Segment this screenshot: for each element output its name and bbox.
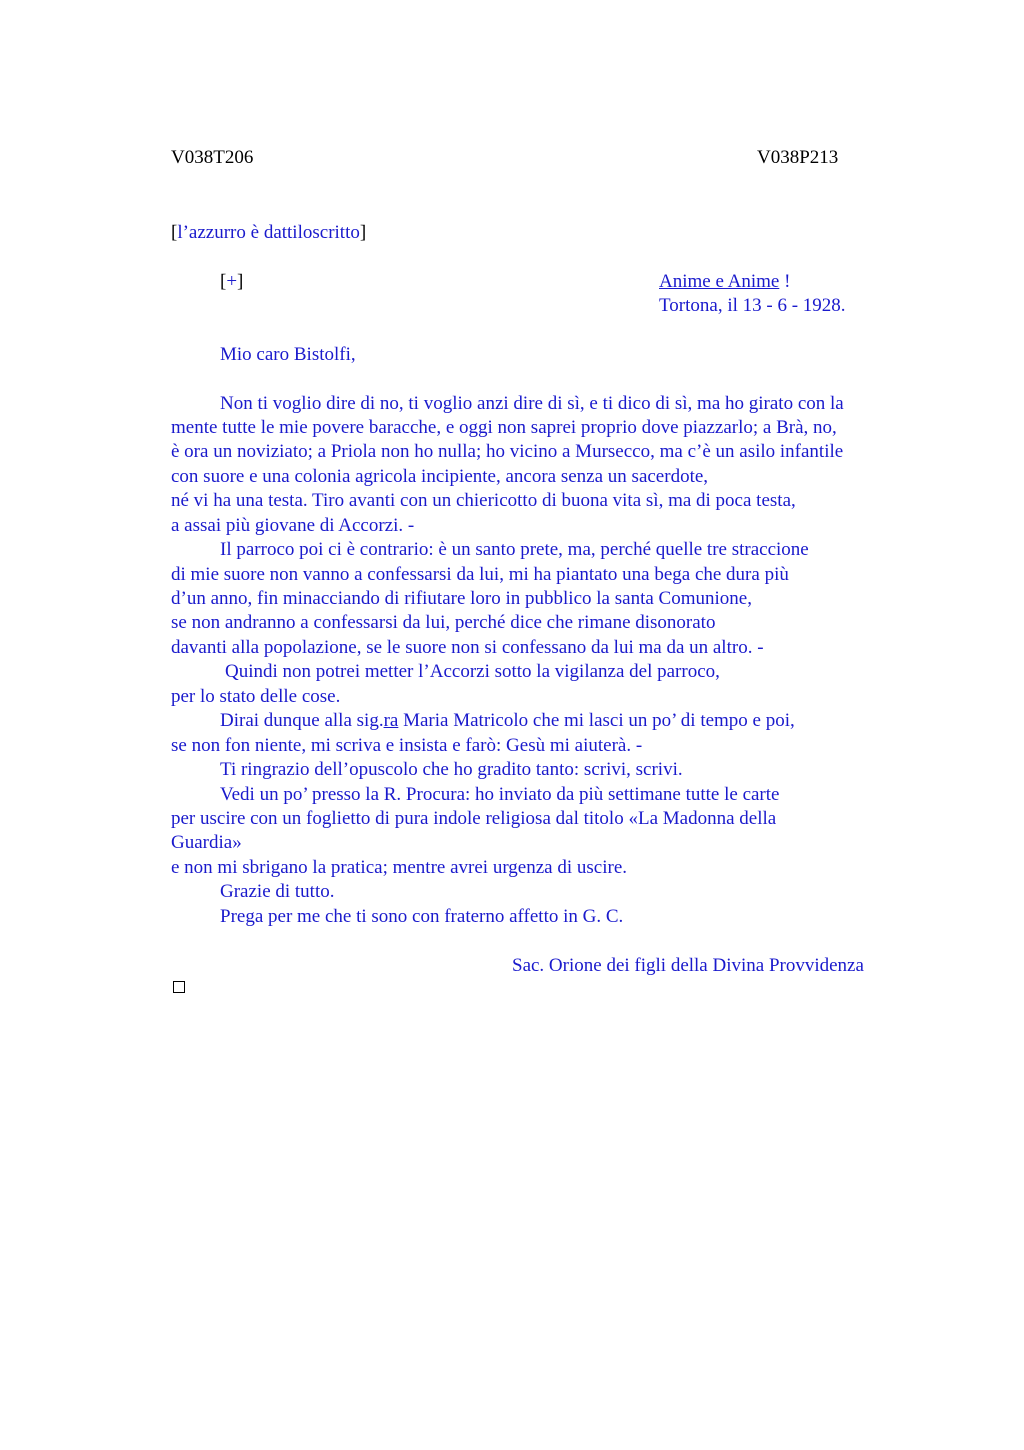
body-line: se non andranno a confessarsi da lui, perché dice che rimane disonorato — [171, 612, 716, 633]
body-line: Prega per me che ti sono con fraterno affetto in G. C. — [220, 906, 624, 927]
place-date: Tortona, il 13 - 6 - 1928. — [659, 295, 846, 316]
salutation: Mio caro Bistolfi, — [220, 344, 356, 365]
document-code-right: V038P213 — [757, 147, 839, 168]
signature: Sac. Orione dei figli della Divina Provvidenza — [512, 955, 864, 976]
body-line: d’un anno, fin minacciando di rifiutare loro in pubblico la santa Comunione, — [171, 588, 752, 609]
body-line: Non ti voglio dire di no, ti voglio anzi dire di sì, e ti dico di sì, ma ho girato con la — [220, 393, 844, 414]
body-line: Quindi non potrei metter l’Accorzi sotto la vigilanza del parroco, — [225, 661, 720, 682]
body-line: né vi ha una testa. Tiro avanti con un chiericotto di buona vita sì, ma di poca testa, — [171, 490, 796, 511]
note-close-bracket: ] — [359, 222, 367, 243]
empty-box-icon — [173, 981, 185, 993]
body-line: è ora un noviziato; a Priola non ho nulla; ho vicino a Mursecco, ma c’è un asilo infantile — [171, 441, 844, 462]
cross-symbol: + — [226, 271, 238, 292]
body-line: con suore e una colonia agricola incipiente, ancora senza un sacerdote, — [171, 466, 709, 487]
abbreviation-superscript: ra — [383, 710, 399, 731]
body-line: a assai più giovane di Accorzi. - — [171, 515, 415, 536]
letter-motto — [659, 270, 790, 294]
motto-title: Anime e Anime — [659, 271, 780, 292]
body-line: Guardia» — [171, 832, 242, 853]
body-line: se non fon niente, mi scriva e insista e farò: Gesù mi aiuterà. - — [171, 735, 643, 756]
cross-mark — [220, 270, 243, 294]
body-line: Ti ringrazio dell’opuscolo che ho gradito tanto: scrivi, scrivi. — [220, 759, 683, 780]
body-line: e non mi sbrigano la pratica; mentre avrei urgenza di uscire. — [171, 857, 627, 878]
body-line: mente tutte le mie povere baracche, e oggi non saprei proprio dove piazzarlo; a Brà, no, — [171, 417, 837, 438]
motto-exclamation: ! — [779, 271, 791, 292]
body-line: Vedi un po’ presso la R. Procura: ho inviato da più settimane tutte le carte — [220, 784, 780, 805]
editorial-note — [171, 221, 366, 245]
body-line — [220, 709, 795, 733]
body-text: Maria Matricolo che mi lasci un po’ di tempo e poi, — [398, 710, 795, 731]
body-line: per lo stato delle cose. — [171, 686, 341, 707]
cross-open-bracket: [ — [220, 271, 227, 292]
body-text: Dirai dunque alla sig. — [220, 710, 384, 731]
note-open-bracket: [ — [171, 222, 178, 243]
body-line: davanti alla popolazione, se le suore non si confessano da lui ma da un altro. - — [171, 637, 764, 658]
note-text: l’azzurro è dattiloscritto — [177, 222, 360, 243]
body-line: per uscire con un foglietto di pura indole religiosa dal titolo «La Madonna della — [171, 808, 777, 829]
document-code-left: V038T206 — [171, 147, 254, 168]
body-line: di mie suore non vanno a confessarsi da lui, mi ha piantato una bega che dura più — [171, 564, 789, 585]
body-line: Il parroco poi ci è contrario: è un santo prete, ma, perché quelle tre straccione — [220, 539, 809, 560]
body-line: Grazie di tutto. — [220, 881, 335, 902]
cross-close-bracket: ] — [237, 271, 244, 292]
